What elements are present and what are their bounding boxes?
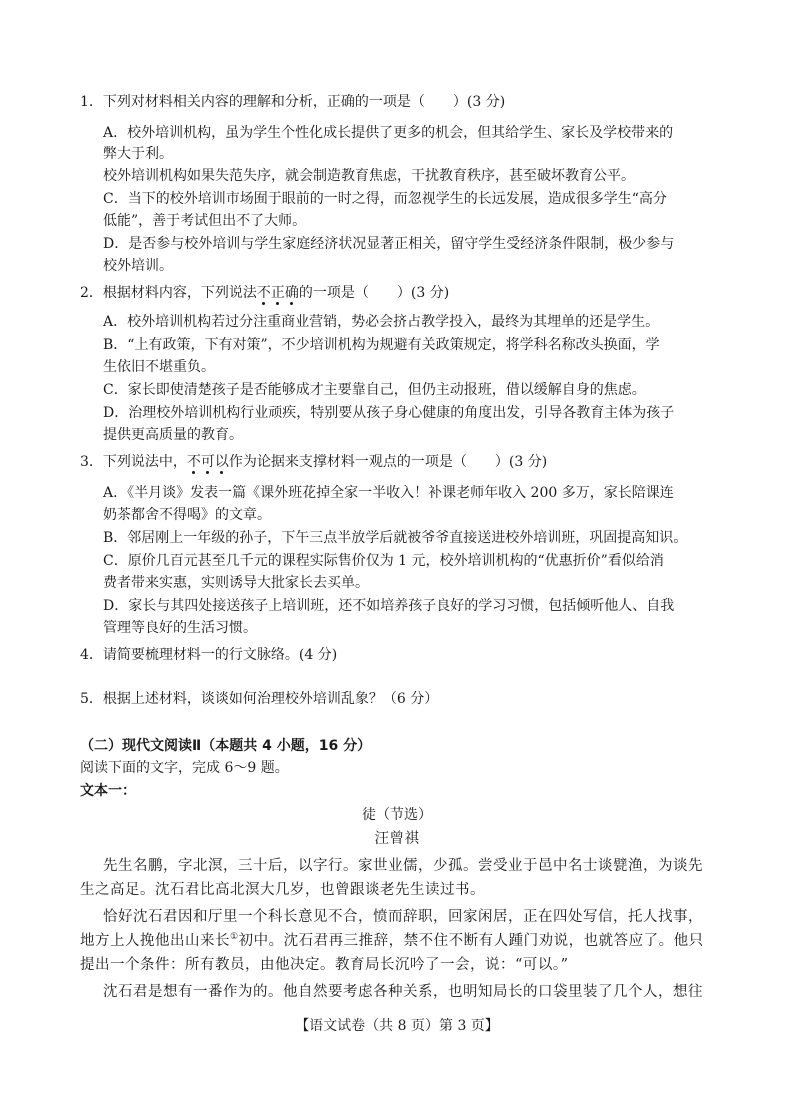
q2-option-d: D．治理校外培训机构行业顽疾，特别要从孩子身心健康的角度出发，引导各教育主体为孩子 bbox=[103, 405, 675, 421]
article-paragraph-3: 沈石君是想有一番作为的。他自然要考虑各种关系，也明知局长的口袋里装了几个人，想往 bbox=[103, 984, 703, 1000]
q2-option-a: A．校外培训机构若过分注重商业营销，势必会挤占教学投入，最终为其埋单的还是学生。 bbox=[103, 314, 660, 330]
q1-option-a-cont: 弊大于利。 bbox=[103, 146, 173, 162]
section-title: （二）现代文阅读Ⅱ（本题共 4 小题，16 分） bbox=[80, 738, 372, 754]
q3-option-a: A．《半月谈》发表一篇《课外班花掉全家一半收入！补课老师年收入 200 多万，家长陪课连 bbox=[103, 485, 674, 501]
q1-option-b-text: 校外培训机构如果失范失序，就会制造教育焦虑，干扰教育秩序，甚至破坏教育公平。 bbox=[103, 168, 635, 184]
q3-option-b: B．邻居刚上一年级的孙子，下午三点半放学后就被爷爷直接送进校外培训班，巩固提高知识。 bbox=[103, 530, 688, 546]
q2-option-c: C．家长即使清楚孩子是否能够成才主要靠自己，但仍主动报班，借以缓解自身的焦虑。 bbox=[103, 382, 646, 398]
q2-option-b: B．“上有政策，下有对策”，不少培训机构为规避有关政策规定，将学科名称改头换面，学 bbox=[103, 337, 660, 353]
q3-option-c: C．原价几百元甚至几千元的课程实际售价仅为 1 元，校外培训机构的“优惠折价”看似给消 bbox=[103, 553, 664, 569]
q3-stem: 3．下列说法中，不可以作为论据来支撑材料一观点的一项是（ ）(3 分) bbox=[80, 454, 548, 470]
q1-option-c-cont: 低能”，善于考试但出不了大师。 bbox=[103, 213, 307, 229]
q1-option-c: C．当下的校外培训市场囿于眼前的一时之得，而忽视学生的长远发展，造成很多学生“高分 bbox=[103, 191, 667, 207]
article-paragraph-2-cont: 地方上人挽他出山来长①初中。沈石君再三推辞，禁不住不断有人踵门劝说，也就答应了。他只 bbox=[80, 932, 704, 949]
footnote-marker: ① bbox=[230, 932, 239, 943]
article-paragraph-2-end: 提出一个条件：所有教员，由他决定。教育局长沉吟了一会，说：“可以。” bbox=[80, 957, 569, 973]
q1-stem: 1．下列对材料相关内容的理解和分析，正确的一项是（ ）(3 分) bbox=[80, 94, 506, 110]
page-footer: 【语文试卷（共 8 页）第 3 页】 bbox=[295, 1018, 499, 1034]
q3-option-a-cont: 奶茶都舍不得喝》的文章。 bbox=[103, 507, 271, 523]
article-paragraph-2: 恰好沈石君因和厅里一个科长意见不合，愤而辞职，回家闲居，正在四处写信，托人找事， bbox=[103, 909, 703, 925]
q3-option-d-cont: 管理等良好的生活习惯。 bbox=[103, 620, 257, 636]
section-instruction: 阅读下面的文字，完成 6～9 题。 bbox=[80, 760, 289, 776]
q2-option-d-cont: 提供更高质量的教育。 bbox=[103, 427, 243, 443]
q4-stem: 4．请简要梳理材料一的行文脉络。(4 分) bbox=[80, 647, 338, 663]
q5-stem: 5．根据上述材料，谈谈如何治理校外培训乱象？（6 分） bbox=[80, 691, 439, 707]
q2-option-b-cont: 生依旧不堪重负。 bbox=[103, 359, 215, 375]
text-label: 文本一： bbox=[80, 783, 136, 799]
q2-stem: 2．根据材料内容，下列说法不正确的一项是（ ）(3 分) bbox=[80, 285, 450, 301]
q1-option-b bbox=[103, 167, 635, 185]
article-paragraph-1-cont: 生之高足。沈石君比高北溟大几岁，也曾跟谈老先生读过书。 bbox=[80, 882, 485, 898]
q1-option-a: A．校外培训机构，虽为学生个性化成长提供了更多的机会，但其给学生、家长及学校带来的 bbox=[103, 125, 674, 141]
article-author: 汪曾祺 bbox=[374, 831, 420, 847]
article-title: 徒（节选） bbox=[362, 807, 432, 823]
q3-option-d: D．家长与其四处接送孩子上培训班，还不如培养孩子良好的学习习惯，包括倾听他人、自我 bbox=[103, 598, 675, 614]
article-paragraph-1: 先生名鹏，字北溟，三十后，以字行。家世业儒，少孤。尝受业于邑中名士谈甓渔，为谈先 bbox=[103, 858, 703, 874]
q3-option-c-cont: 费者带来实惠，实则诱导大批家长去买单。 bbox=[103, 575, 369, 591]
q1-option-d: D．是否参与校外培训与学生家庭经济状况显著正相关，留守学生受经济条件限制，极少参与 bbox=[103, 236, 675, 252]
q1-option-d-cont: 校外培训。 bbox=[103, 258, 173, 274]
